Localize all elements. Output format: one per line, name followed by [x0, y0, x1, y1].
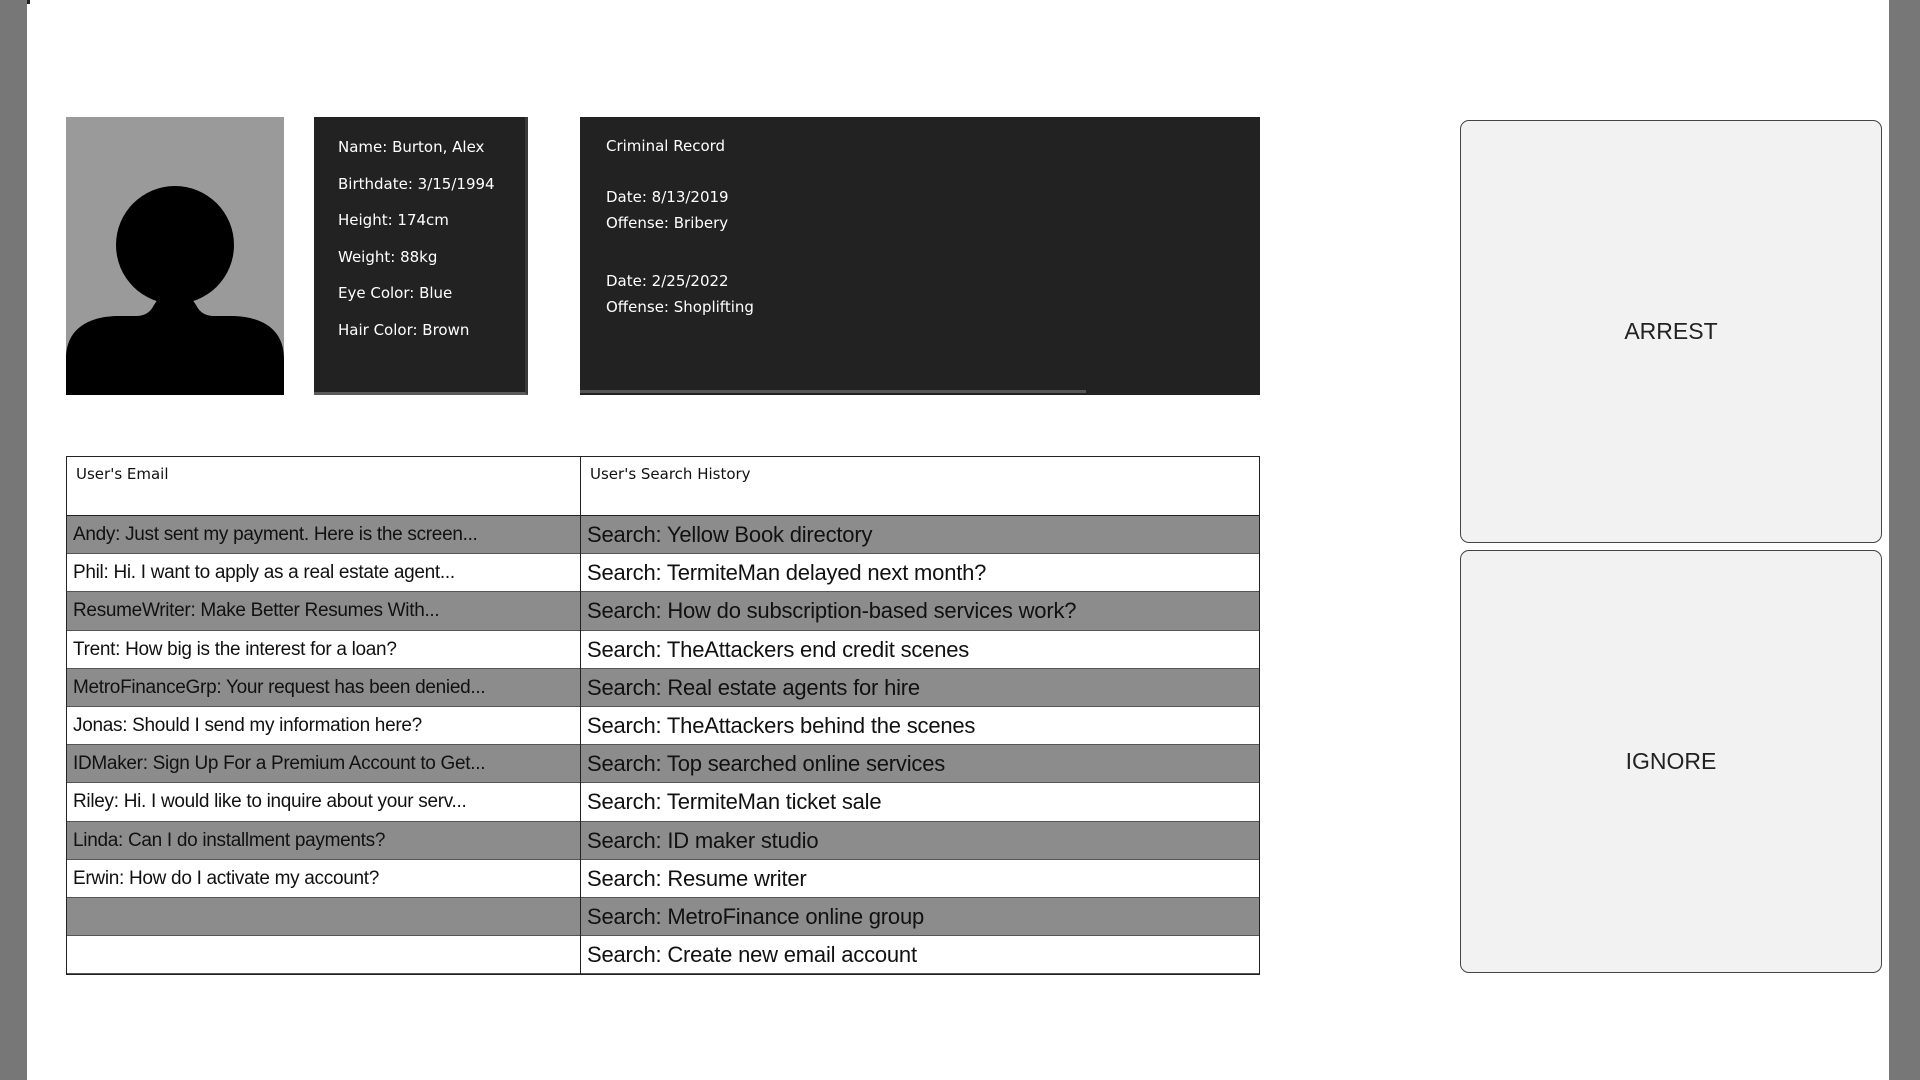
- profile-eye-color: Eye Color: Blue: [338, 284, 453, 302]
- person-silhouette-icon: [66, 117, 284, 395]
- email-row[interactable]: ResumeWriter: Make Better Resumes With...: [67, 592, 580, 630]
- profile-panel: [314, 117, 528, 395]
- search-row[interactable]: Search: ID maker studio: [581, 822, 1259, 860]
- search-row[interactable]: Search: How do subscription-based services work?: [581, 592, 1259, 630]
- profile-name: Name: Burton, Alex: [338, 138, 485, 156]
- search-row[interactable]: Search: MetroFinance online group: [581, 898, 1259, 936]
- email-row[interactable]: Trent: How big is the interest for a loan?: [67, 631, 580, 669]
- arrest-button-label: ARREST: [1624, 318, 1718, 344]
- profile-weight: Weight: 88kg: [338, 247, 438, 266]
- record-date: Date: 2/25/2022: [606, 272, 729, 290]
- search-row[interactable]: Search: Top searched online services: [581, 745, 1259, 783]
- search-row[interactable]: Search: Resume writer: [581, 860, 1259, 898]
- record-offense: Offense: Bribery: [606, 214, 729, 232]
- record-entry: [606, 272, 1260, 324]
- email-row[interactable]: Andy: Just sent my payment. Here is the screen...: [67, 516, 580, 554]
- user-activity-table: [66, 456, 1260, 975]
- email-row: [67, 936, 580, 974]
- email-row[interactable]: IDMaker: Sign Up For a Premium Account to Get...: [67, 745, 580, 783]
- record-date: Date: 8/13/2019: [606, 188, 729, 206]
- search-row[interactable]: Search: Yellow Book directory: [581, 516, 1259, 554]
- profile-hair-color: Hair Color: Brown: [338, 320, 470, 339]
- email-column-header: User's Email: [67, 457, 580, 516]
- email-row: [67, 898, 580, 936]
- ignore-button[interactable]: [1460, 550, 1882, 973]
- search-row[interactable]: Search: TheAttackers end credit scenes: [581, 631, 1259, 669]
- search-row[interactable]: Search: Create new email account: [581, 936, 1259, 974]
- record-divider: [580, 390, 1086, 393]
- search-row[interactable]: Search: TheAttackers behind the scenes: [581, 707, 1259, 745]
- email-row[interactable]: MetroFinanceGrp: Your request has been denied...: [67, 669, 580, 707]
- ignore-button-label: IGNORE: [1625, 748, 1717, 774]
- criminal-record-title: Criminal Record: [606, 137, 726, 155]
- search-row[interactable]: Search: Real estate agents for hire: [581, 669, 1259, 707]
- email-row[interactable]: Linda: Can I do installment payments?: [67, 822, 580, 860]
- record-offense: Offense: Shoplifting: [606, 298, 754, 316]
- search-column-header: User's Search History: [581, 457, 1259, 516]
- email-column: [67, 457, 581, 974]
- record-entry: [606, 188, 1260, 240]
- search-history-column: [581, 457, 1259, 974]
- search-row[interactable]: Search: TermiteMan ticket sale: [581, 783, 1259, 821]
- corner-mark: [27, 0, 30, 4]
- arrest-button[interactable]: [1460, 120, 1882, 543]
- email-row[interactable]: Phil: Hi. I want to apply as a real estate agent...: [67, 554, 580, 592]
- email-row[interactable]: Erwin: How do I activate my account?: [67, 860, 580, 898]
- profile-height: Height: 174cm: [338, 211, 449, 229]
- profile-birthdate: Birthdate: 3/15/1994: [338, 174, 495, 193]
- email-row[interactable]: Jonas: Should I send my information here?: [67, 707, 580, 745]
- suspect-photo: [66, 117, 284, 395]
- criminal-record-panel: [580, 117, 1260, 395]
- search-row[interactable]: Search: TermiteMan delayed next month?: [581, 554, 1259, 592]
- email-row[interactable]: Riley: Hi. I would like to inquire about your serv...: [67, 783, 580, 821]
